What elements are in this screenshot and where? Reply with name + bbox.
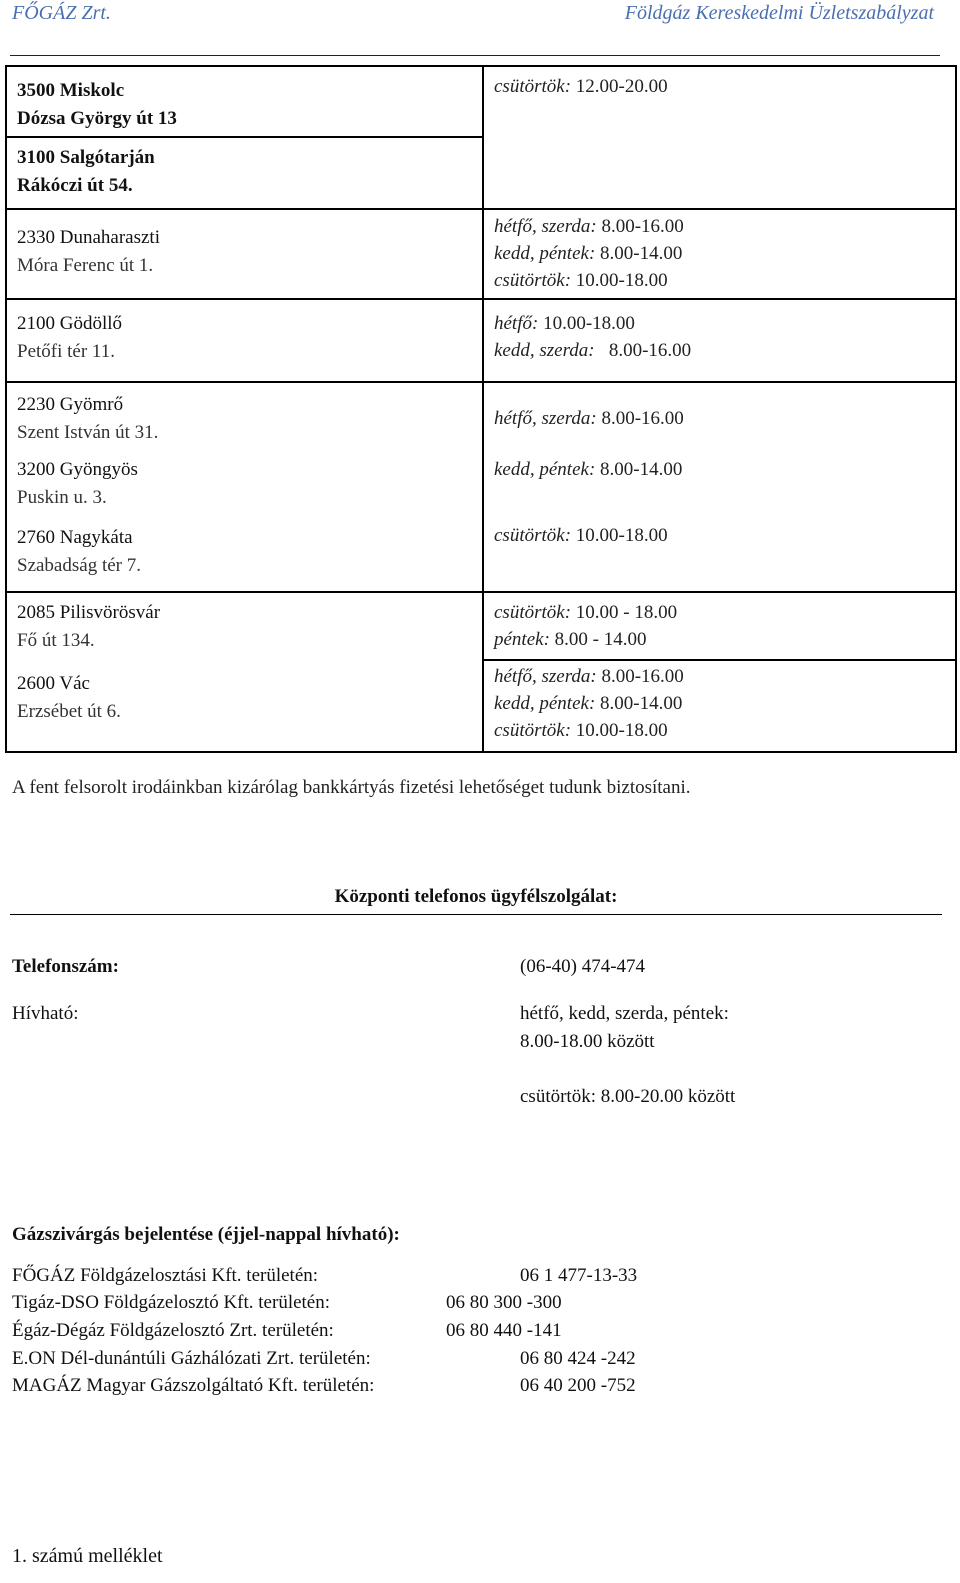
gas-leak-line-number: 06 80 440 -141 xyxy=(446,1320,562,1341)
hours-line: hétfő, szerda: 8.00-16.00 xyxy=(494,216,684,237)
office-city: 2230 Gyömrő xyxy=(17,394,124,415)
office-street: Rákóczi út 54. xyxy=(17,175,133,196)
gas-leak-line-label: MAGÁZ Magyar Gázszolgáltató Kft. területén: xyxy=(12,1375,375,1396)
office-hours-cell xyxy=(483,660,956,752)
gas-leak-line-number: 06 1 477-13-33 xyxy=(520,1265,638,1286)
hours-line: péntek: 8.00 - 14.00 xyxy=(494,629,647,650)
office-hours-cell xyxy=(483,592,956,660)
gas-leak-title: Gázszivárgás bejelentése (éjjel-nappal hívható): xyxy=(12,1224,400,1245)
hours-line: csütörtök: 10.00-18.00 xyxy=(494,270,668,291)
office-hours-cell xyxy=(483,452,956,522)
hours-line: csütörtök: 10.00-18.00 xyxy=(494,525,668,546)
office-cell xyxy=(6,209,483,299)
header-document-title: Földgáz Kereskedelmi Üzletszabályzat xyxy=(624,2,934,24)
gas-leak-line-label: Égáz-Dégáz Földgázelosztó Zrt. területén: xyxy=(12,1320,334,1341)
office-street: Puskin u. 3. xyxy=(17,487,107,508)
callable-label: Hívható: xyxy=(12,1003,79,1024)
office-street: Petőfi tér 11. xyxy=(17,341,115,362)
hours-line: kedd, péntek: 8.00-14.00 xyxy=(494,459,683,480)
office-city: 3500 Miskolc xyxy=(17,80,125,101)
office-street: Móra Ferenc út 1. xyxy=(17,255,154,276)
office-city: 3200 Gyöngyös xyxy=(17,459,138,480)
office-city: 2100 Gödöllő xyxy=(17,313,123,334)
office-hours-cell xyxy=(483,522,956,592)
office-hours-cell xyxy=(483,209,956,299)
gas-leak-line-label: Tigáz-DSO Földgázelosztó Kft. területén: xyxy=(12,1292,331,1313)
office-hours-cell xyxy=(483,382,956,452)
office-city: 2760 Nagykáta xyxy=(17,527,133,548)
header-divider xyxy=(10,55,940,56)
office-street: Erzsébet út 6. xyxy=(17,701,121,722)
office-street: Fő út 134. xyxy=(17,630,95,651)
office-street: Szent István út 31. xyxy=(17,422,159,443)
hours-line: kedd, péntek: 8.00-14.00 xyxy=(494,693,683,714)
offices-table xyxy=(5,65,957,753)
gas-leak-line-number: 06 40 200 -752 xyxy=(520,1375,636,1396)
hours-line: kedd, szerda: 8.00-16.00 xyxy=(494,340,692,361)
office-city: 2330 Dunaharaszti xyxy=(17,227,160,248)
phone-service-title: Központi telefonos ügyfélszolgálat: xyxy=(334,886,618,907)
hours-line: csütörtök: 10.00 - 18.00 xyxy=(494,602,678,623)
office-cell xyxy=(6,382,483,452)
office-cell xyxy=(6,66,483,137)
gas-leak-line-label: E.ON Dél-dunántúli Gázhálózati Zrt. területén: xyxy=(12,1348,371,1369)
header-company: FŐGÁZ Zrt. xyxy=(12,2,111,24)
office-cell xyxy=(6,452,483,522)
office-cell xyxy=(6,660,483,752)
hours-line: csütörtök: 10.00-18.00 xyxy=(494,720,668,741)
office-street: Dózsa György út 13 xyxy=(17,108,177,129)
phone-service-divider xyxy=(10,914,942,915)
office-cell xyxy=(6,137,483,209)
gas-leak-line-number: 06 80 424 -242 xyxy=(520,1348,636,1369)
office-street: Szabadság tér 7. xyxy=(17,555,141,576)
appendix-label: 1. számú melléklet xyxy=(12,1545,163,1567)
callable-days: hétfő, kedd, szerda, péntek: xyxy=(520,1003,729,1024)
office-hours-cell xyxy=(483,66,956,209)
hours-line: hétfő: 10.00-18.00 xyxy=(494,313,635,334)
phone-number: (06-40) 474-474 xyxy=(520,956,646,977)
hours-line: hétfő, szerda: 8.00-16.00 xyxy=(494,408,684,429)
hours-line: hétfő, szerda: 8.00-16.00 xyxy=(494,666,684,687)
gas-leak-line-label: FŐGÁZ Földgázelosztási Kft. területén: xyxy=(12,1265,319,1286)
office-city: 2600 Vác xyxy=(17,673,90,694)
gas-leak-line-number: 06 80 300 -300 xyxy=(446,1292,562,1313)
office-hours-cell xyxy=(483,299,956,382)
callable-hours: 8.00-18.00 között xyxy=(520,1031,655,1052)
office-cell xyxy=(6,299,483,382)
hours-line: csütörtök: 12.00-20.00 xyxy=(494,76,668,97)
office-cell xyxy=(6,522,483,592)
callable-thursday: csütörtök: 8.00-20.00 között xyxy=(520,1086,736,1107)
office-cell xyxy=(6,592,483,660)
phone-label: Telefonszám: xyxy=(12,956,119,977)
office-city: 3100 Salgótarján xyxy=(17,147,155,168)
office-city: 2085 Pilisvörösvár xyxy=(17,602,161,623)
hours-line: kedd, péntek: 8.00-14.00 xyxy=(494,243,683,264)
payment-note: A fent felsorolt irodáinkban kizárólag bankkártyás fizetési lehetőséget tudunk biztosítani. xyxy=(12,777,691,798)
